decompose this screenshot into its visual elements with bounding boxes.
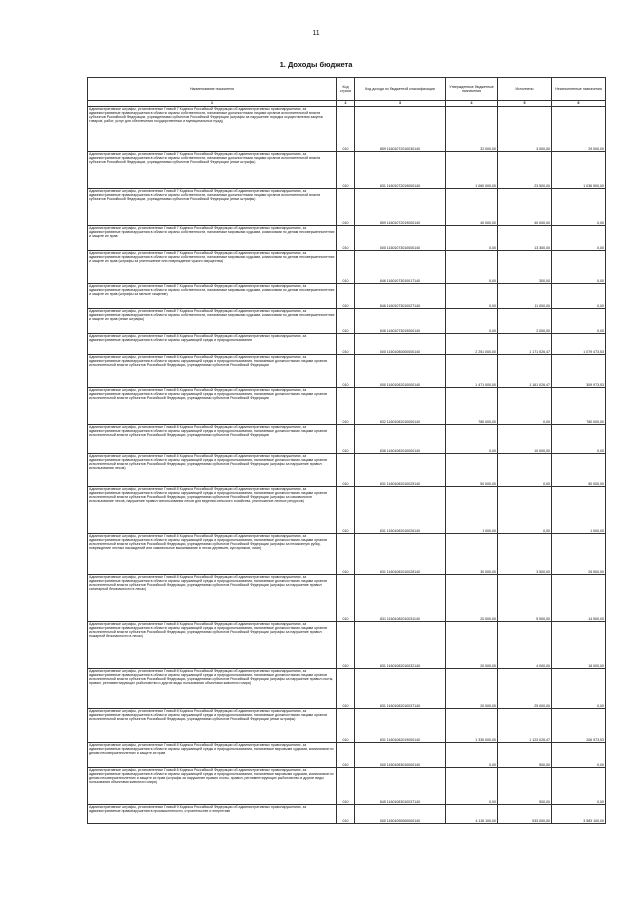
- row-unexecuted-amount: 1 079 473,53: [552, 334, 606, 355]
- row-line-code: 010: [337, 226, 355, 251]
- row-approved-amount: 0,00: [446, 743, 498, 768]
- row-approved-amount: 50 000,00: [446, 454, 498, 487]
- row-executed-amount: 11 000,00: [498, 284, 552, 309]
- row-income-code: 831 11601082010028140: [355, 534, 446, 575]
- row-approved-amount: 20 000,00: [446, 622, 498, 669]
- row-indicator-name: Административные штрафы, установленные Главой 8 Кодекса Российской Федерации об административных правонарушениях, за административные правонарушения в области охраны окружающей среды и природопользования, налагаемые должностными лицами органов исполнительной власти субъектов Российской Федерации, учреждениями субъектов Российской Федерации (штрафы за самовольное использование лесов, нарушение правил использования лесов для ведения сельского хозяйства, уничтожение лесных ресурсов): [88, 487, 337, 534]
- row-unexecuted-amount: 3 583 100,00: [552, 805, 606, 824]
- row-indicator-name: Административные штрафы, установленные Главой 8 Кодекса Российской Федерации об административных правонарушениях, за административные правонарушения в области охраны окружающей среды и природопользования, налагаемые должностными лицами органов исполнительной власти субъектов Российской Федерации, учреждениями субъектов Российской Федерации (штрафы за нарушение правил охоты, правил, регламентирующих рыболовство и другие виды пользования объектами животного мира): [88, 669, 337, 709]
- row-income-code: 831 11601082010025140: [355, 454, 446, 487]
- row-line-code: 010: [337, 388, 355, 425]
- row-income-code: 832 11601082010000140: [355, 388, 446, 425]
- header-indicator-name: Наименование показателя: [88, 78, 337, 101]
- column-number: 2: [337, 101, 355, 107]
- row-indicator-name: Административные штрафы, установленные Главой 8 Кодекса Российской Федерации об административных правонарушениях, за административные правонарушения в области охраны окружающей среды и природопользования, налагаемые должностными лицами органов исполнительной власти субъектов Российской Федерации, учреждениями субъектов Российской Федерации (штрафы за нарушение правил использования лесов): [88, 454, 337, 487]
- table-row: [88, 805, 606, 824]
- row-indicator-name: Административные штрафы, установленные Главой 7 Кодекса Российской Федерации об административных правонарушениях, за административные правонарушения в области охраны собственности, налагаемые мировыми судьями, комиссиями по делам несовершеннолетних и защите их прав: [88, 226, 337, 251]
- row-approved-amount: 1 471 000,00: [446, 355, 498, 388]
- row-line-code: 010: [337, 425, 355, 454]
- row-approved-amount: 20 000,00: [446, 575, 498, 622]
- row-indicator-name: Административные штрафы, установленные Главой 8 Кодекса Российской Федерации об административных правонарушениях, за административные правонарушения в области охраны окружающей среды и природопользования, налагаемые должностными лицами органов исполнительной власти субъектов Российской Федерации, учреждениями субъектов Российской Федерации (иные штрафы): [88, 709, 337, 743]
- row-income-code: 831 11601082010037140: [355, 669, 446, 709]
- row-line-code: 010: [337, 669, 355, 709]
- row-income-code: 859 11601072010030140: [355, 107, 446, 152]
- table-row: [88, 454, 606, 487]
- row-approved-amount: 32 000,00: [446, 107, 498, 152]
- column-number: 3: [355, 101, 446, 107]
- row-indicator-name: Административные штрафы, установленные Главой 7 Кодекса Российской Федерации об административных правонарушениях, за административные правонарушения в области охраны собственности, налагаемые должностными лицами органов исполнительной власти субъектов Российской Федерации, учреждениями субъектов Российской Федерации (иные штрафы): [88, 152, 337, 189]
- row-income-code: 831 11601082010032140: [355, 622, 446, 669]
- row-line-code: 010: [337, 534, 355, 575]
- row-indicator-name: Административные штрафы, установленные Главой 7 Кодекса Российской Федерации об административных правонарушениях, за административные правонарушения в области охраны собственности, налагаемые мировыми судьями, комиссиями по делам несовершеннолетних и защите их прав (штрафы за уничтожение или повреждение чужого имущества): [88, 251, 337, 284]
- table-row: [88, 334, 606, 355]
- row-indicator-name: Административные штрафы, установленные Главой 8 Кодекса Российской Федерации об административных правонарушениях, за административные правонарушения в области охраны окружающей среды и природопользования, налагаемые должностными лицами органов исполнительной власти субъектов Российской Федерации, учреждениями субъектов Российской Федерации: [88, 388, 337, 425]
- row-unexecuted-amount: 1 036 500,00: [552, 152, 606, 189]
- row-indicator-name: Административные штрафы, установленные Главой 7 Кодекса Российской Федерации об административных правонарушениях, за административные правонарушения в области охраны собственности, налагаемые должностными лицами органов исполнительной власти субъектов Российской Федерации, учреждениями субъектов Российской Федерации (иные штрафы): [88, 189, 337, 226]
- row-executed-amount: 500,00: [498, 768, 552, 805]
- table-header-row: [88, 78, 606, 101]
- revenue-table: [87, 77, 606, 824]
- row-executed-amount: 23 500,00: [498, 152, 552, 189]
- row-indicator-name: Административные штрафы, установленные Главой 8 Кодекса Российской Федерации об административных правонарушениях, за административные правонарушения в области охраны окружающей среды и природопользования, налагаемые мировыми судьями, комиссиями по делам несовершеннолетних и защите их прав: [88, 743, 337, 768]
- row-unexecuted-amount: 206 973,53: [552, 709, 606, 743]
- row-executed-amount: 0,00: [498, 487, 552, 534]
- row-line-code: 010: [337, 152, 355, 189]
- row-income-code: 831 11601072019000140: [355, 152, 446, 189]
- row-approved-amount: 0,00: [446, 284, 498, 309]
- header-unexecuted: Неисполненные назначения: [552, 78, 606, 101]
- header-executed: Исполнено: [498, 78, 552, 101]
- row-executed-amount: 1 123 026,47: [498, 709, 552, 743]
- row-income-code: 836 11601082010000140: [355, 425, 446, 454]
- row-indicator-name: Административные штрафы, установленные Главой 8 Кодекса Российской Федерации об административных правонарушениях, за административные правонарушения в области охраны окружающей среды и природопользования, налагаемые должностными лицами органов исполнительной власти субъектов Российской Федерации, учреждениями субъектов Российской Федерации (штрафы за незаконную рубку, повреждение лесных насаждений или самовольное выкапывание в лесах деревьев, кустарников, лиан): [88, 534, 337, 575]
- row-indicator-name: Административные штрафы, установленные Главой 8 Кодекса Российской Федерации об административных правонарушениях, за административные правонарушения в области охраны окружающей среды и природопользования, налагаемые должностными лицами органов исполнительной власти субъектов Российской Федерации, учреждениями субъектов Российской Федерации: [88, 355, 337, 388]
- row-income-code: 846 11601073019000140: [355, 309, 446, 334]
- table-row: [88, 251, 606, 284]
- row-indicator-name: Административные штрафы, установленные Главой 7 Кодекса Российской Федерации об административных правонарушениях, за административные правонарушения в области охраны собственности, налагаемые мировыми судьями, комиссиями по делам несовершеннолетних и защите их прав (иные штрафы): [88, 309, 337, 334]
- row-line-code: 010: [337, 189, 355, 226]
- row-income-code: 000 11601083010000140: [355, 743, 446, 768]
- row-approved-amount: 0,00: [446, 251, 498, 284]
- row-line-code: 010: [337, 454, 355, 487]
- row-approved-amount: 0,00: [446, 768, 498, 805]
- row-unexecuted-amount: 0,00: [552, 768, 606, 805]
- row-income-code: 859 11601072019000140: [355, 189, 446, 226]
- row-indicator-name: Административные штрафы, установленные Главой 8 Кодекса Российской Федерации об административных правонарушениях, за административные правонарушения в области охраны окружающей среды и природопользования, налагаемые должностными лицами органов исполнительной власти субъектов Российской Федерации, учреждениями субъектов Российской Федерации (штрафы за нарушение правил пожарной безопасности в лесах): [88, 622, 337, 669]
- row-executed-amount: 1 171 526,47: [498, 334, 552, 355]
- row-approved-amount: 20 000,00: [446, 669, 498, 709]
- row-line-code: 010: [337, 284, 355, 309]
- row-approved-amount: 2 251 000,00: [446, 334, 498, 355]
- row-approved-amount: 30 000,00: [446, 534, 498, 575]
- row-income-code: 846 11601073010027140: [355, 284, 446, 309]
- header-line-code: Код строки: [337, 78, 355, 101]
- row-executed-amount: 0,00: [498, 388, 552, 425]
- row-unexecuted-amount: 14 500,00: [552, 575, 606, 622]
- table-row: [88, 309, 606, 334]
- row-unexecuted-amount: 0,00: [552, 669, 606, 709]
- row-executed-amount: 3 000,00: [498, 107, 552, 152]
- row-unexecuted-amount: 309 973,53: [552, 355, 606, 388]
- row-executed-amount: 0,00: [498, 454, 552, 487]
- row-approved-amount: 0,00: [446, 309, 498, 334]
- row-indicator-name: Административные штрафы, установленные Главой 7 Кодекса Российской Федерации об административных правонарушениях, за административные правонарушения в области охраны собственности, налагаемые должностными лицами органов исполнительной власти субъектов Российской Федерации, учреждениями субъектов Российской Федерации (штрафы за нарушение порядка осуществления закупок товаров, работ, услуг для обеспечения государственных и муниципальных нужд): [88, 107, 337, 152]
- row-approved-amount: 780 000,00: [446, 388, 498, 425]
- table-row: [88, 284, 606, 309]
- row-unexecuted-amount: 0,00: [552, 189, 606, 226]
- row-income-code: 846 11601073010017140: [355, 251, 446, 284]
- row-line-code: 010: [337, 487, 355, 534]
- row-executed-amount: 13 300,00: [498, 226, 552, 251]
- row-unexecuted-amount: 50 000,00: [552, 454, 606, 487]
- table-row: [88, 152, 606, 189]
- row-unexecuted-amount: 0,00: [552, 226, 606, 251]
- row-line-code: 010: [337, 709, 355, 743]
- row-line-code: 010: [337, 107, 355, 152]
- table-row: [88, 575, 606, 622]
- row-unexecuted-amount: 0,00: [552, 425, 606, 454]
- table-row: [88, 226, 606, 251]
- row-executed-amount: 2 000,00: [498, 309, 552, 334]
- row-executed-amount: 1 161 026,47: [498, 355, 552, 388]
- row-approved-amount: 1 060 000,00: [446, 152, 498, 189]
- row-income-code: 000 11601073010000140: [355, 226, 446, 251]
- row-income-code: 831 11601082010031140: [355, 575, 446, 622]
- row-income-code: 831 11601082019000140: [355, 709, 446, 743]
- row-executed-amount: 10 000,00: [498, 425, 552, 454]
- row-executed-amount: 5 500,00: [498, 575, 552, 622]
- row-executed-amount: 533 000,00: [498, 805, 552, 824]
- header-approved: Утвержденные бюджетные назначения: [446, 78, 498, 101]
- table-row: [88, 768, 606, 805]
- row-indicator-name: Административные штрафы, установленные Главой 7 Кодекса Российской Федерации об административных правонарушениях, за административные правонарушения в области охраны собственности, налагаемые мировыми судьями, комиссиями по делам несовершеннолетних и защите их прав (штрафы за мелкое хищение): [88, 284, 337, 309]
- row-unexecuted-amount: 0,00: [552, 743, 606, 768]
- row-unexecuted-amount: 29 000,00: [552, 107, 606, 152]
- table-row: [88, 388, 606, 425]
- row-executed-amount: 4 000,00: [498, 622, 552, 669]
- column-number: 1: [88, 101, 337, 107]
- page-title: 1. Доходы бюджета: [279, 60, 353, 69]
- row-executed-amount: 3 500,00: [498, 534, 552, 575]
- row-unexecuted-amount: 0,00: [552, 251, 606, 284]
- row-approved-amount: 0,00: [446, 425, 498, 454]
- row-indicator-name: Административные штрафы, установленные Главой 8 Кодекса Российской Федерации об административных правонарушениях, за административные правонарушения в области охраны окружающей среды и природопользования, налагаемые должностными лицами органов исполнительной власти субъектов Российской Федерации, учреждениями субъектов Российской Федерации: [88, 425, 337, 454]
- row-line-code: 010: [337, 622, 355, 669]
- row-line-code: 010: [337, 309, 355, 334]
- row-approved-amount: 1 330 000,00: [446, 709, 498, 743]
- row-approved-amount: 0,00: [446, 226, 498, 251]
- row-approved-amount: 40 000,00: [446, 189, 498, 226]
- table-row: [88, 107, 606, 152]
- row-executed-amount: 300,00: [498, 251, 552, 284]
- row-unexecuted-amount: 0,00: [552, 284, 606, 309]
- row-indicator-name: Административные штрафы, установленные Главой 8 Кодекса Российской Федерации об административных правонарушениях, за административные правонарушения в области охраны окружающей среды и природопользования: [88, 334, 337, 355]
- row-executed-amount: 500,00: [498, 743, 552, 768]
- row-unexecuted-amount: 1 000,00: [552, 487, 606, 534]
- table-row: [88, 487, 606, 534]
- row-approved-amount: 4 116 100,00: [446, 805, 498, 824]
- column-number: 5: [498, 101, 552, 107]
- table-row: [88, 709, 606, 743]
- row-income-code: 845 11601083010037140: [355, 768, 446, 805]
- row-unexecuted-amount: 16 000,00: [552, 622, 606, 669]
- row-income-code: 831 11601082010026140: [355, 487, 446, 534]
- row-line-code: 010: [337, 575, 355, 622]
- row-unexecuted-amount: 0,00: [552, 309, 606, 334]
- column-number: 4: [446, 101, 498, 107]
- table-row: [88, 743, 606, 768]
- page-number: 11: [312, 30, 320, 37]
- row-indicator-name: Административные штрафы, установленные Главой 8 Кодекса Российской Федерации об административных правонарушениях, за административные правонарушения в области охраны окружающей среды и природопользования, налагаемые мировыми судьями, комиссиями по делам несовершеннолетних и защите их прав (штрафы за нарушение правил охоты, правил, регламентирующих рыболовство и другие виды пользования объектами животного мира): [88, 768, 337, 805]
- row-indicator-name: Административные штрафы, установленные Главой 8 Кодекса Российской Федерации об административных правонарушениях, за административные правонарушения в области охраны окружающей среды и природопользования, налагаемые должностными лицами органов исполнительной власти субъектов Российской Федерации, учреждениями субъектов Российской Федерации (штрафы за нарушение правил санитарной безопасности в лесах): [88, 575, 337, 622]
- table-row: [88, 534, 606, 575]
- row-executed-amount: 25 000,00: [498, 669, 552, 709]
- row-unexecuted-amount: 26 500,00: [552, 534, 606, 575]
- row-indicator-name: Административные штрафы, установленные Главой 9 Кодекса Российской Федерации об административных правонарушениях, за административные правонарушения в промышленности, строительстве и энергетике: [88, 805, 337, 824]
- column-number: 6: [552, 101, 606, 107]
- row-line-code: 010: [337, 768, 355, 805]
- table-row: [88, 622, 606, 669]
- table-row: [88, 425, 606, 454]
- table-row: [88, 189, 606, 226]
- row-line-code: 010: [337, 805, 355, 824]
- row-line-code: 010: [337, 334, 355, 355]
- row-line-code: 010: [337, 355, 355, 388]
- row-line-code: 010: [337, 251, 355, 284]
- row-unexecuted-amount: 780 000,00: [552, 388, 606, 425]
- row-line-code: 010: [337, 743, 355, 768]
- row-executed-amount: 40 000,00: [498, 189, 552, 226]
- table-row: [88, 355, 606, 388]
- row-income-code: 000 11601080000000140: [355, 334, 446, 355]
- row-income-code: 000 11601090000000140: [355, 805, 446, 824]
- row-approved-amount: 1 000,00: [446, 487, 498, 534]
- table-row: [88, 669, 606, 709]
- row-income-code: 000 11601082010000140: [355, 355, 446, 388]
- header-income-code: Код дохода по бюджетной классификации: [355, 78, 446, 101]
